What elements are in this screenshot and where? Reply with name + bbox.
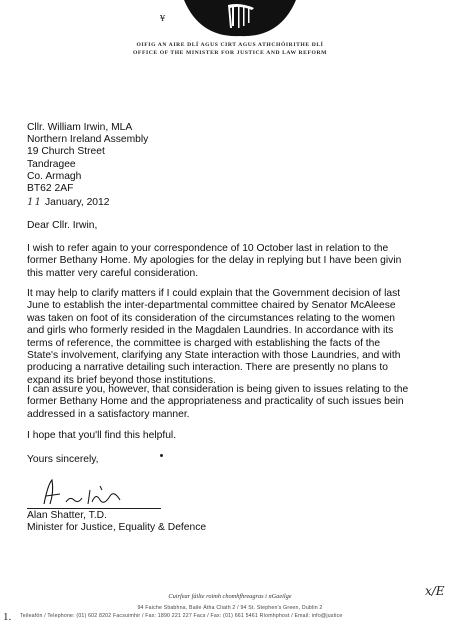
recipient-county: Co. Armagh — [27, 170, 82, 182]
closing: Yours sincerely, — [27, 454, 99, 465]
paragraph-3 — [27, 384, 460, 421]
footer-irish-line: Cuirfear fáilte roimh chomhfhreagras i nGaeilge — [168, 593, 292, 600]
paragraph-1 — [27, 243, 460, 280]
paragraph-line: I wish to refer again to your correspondence of 10 October last in relation to the — [27, 243, 389, 254]
recipient-address — [27, 122, 148, 195]
paragraph-line: I can assure you, however, that consideration is being given to issues relating to the — [27, 384, 409, 395]
signer-title: Minister for Justice, Equality & Defence — [27, 522, 207, 534]
paragraph-line: It may help to clarify matters if I could explain that the Government decision of last — [27, 288, 401, 299]
letter-date — [27, 196, 109, 209]
signer-name: Alan Shatter, T.D. — [27, 510, 107, 521]
paragraph-line: former Bethany Home. My apologies for the delay in replying but I have been givin — [27, 255, 402, 267]
paragraph-line: and girls who formerly resided in the Magdalen Laundries. In accordance with its — [27, 325, 394, 337]
recipient-postcode: BT62 2AF — [27, 183, 74, 195]
paragraph-line: this matter very careful consideration. — [27, 267, 199, 279]
paragraph-2 — [27, 288, 460, 387]
handwritten-signature — [30, 474, 170, 510]
paragraph-line: producing a narrative detailing such interaction. There are presently no plans to — [27, 362, 388, 374]
header-irish: OIFIG AN AIRE DLÍ AGUS CIRT AGUS ATHCHÓIRITHE DLÍ — [136, 42, 324, 48]
recipient-town: Tandragee — [27, 158, 76, 170]
harp-crest-icon — [180, 0, 300, 38]
signer-block — [27, 510, 206, 534]
date-rest: January, 2012 — [44, 197, 110, 208]
paragraph-line: terms of reference, the committee is charged with establishing the facts of the — [27, 337, 381, 349]
crest-mark: ¥ — [160, 14, 166, 23]
recipient-name: Cllr. William Irwin, MLA — [27, 122, 133, 133]
header-english: OFFICE OF THE MINISTER FOR JUSTICE AND LAW REFORM — [132, 50, 328, 56]
footer-contacts: Teileafón / Telephone: (01) 602 8202 Facsuimhir / Fax: 1890 221 227 Facs / Fax: (01) 661 5461 Ríomhphost / Email: info@justice — [20, 613, 343, 619]
paragraph-line: expand its brief beyond those institutions. — [27, 374, 216, 386]
ink-dot — [160, 454, 163, 457]
paragraph-line: State's involvement, clarifying any State interaction with those Laundries, and with — [27, 350, 401, 362]
paragraph-line: was taken on foot of its consideration of the circumstances relating to the women — [27, 312, 396, 324]
paragraph-4: I hope that you'll find this helpful. — [27, 430, 177, 441]
salutation: Dear Cllr. Irwin, — [27, 220, 98, 231]
signature-line — [27, 508, 161, 509]
recipient-org: Northern Ireland Assembly — [27, 134, 149, 146]
paragraph-line: former Bethany Home and the appropriateness and practicality of such issues bein — [27, 396, 404, 408]
date-day: 11 — [27, 196, 43, 208]
recipient-street: 19 Church Street — [27, 146, 105, 158]
paragraph-line: addressed in a satisfactory manner. — [27, 408, 190, 420]
page-number: 1. — [3, 611, 12, 623]
paragraph-line: June to establish the inter-departmental committee chaired by Senator McAleese — [27, 300, 396, 312]
footer-address: 94 Faiche Stiabhna, Baile Átha Cliath 2 / 94 St. Stephen's Green, Dublin 2 — [137, 605, 323, 611]
handwritten-page-mark: x/E — [425, 584, 445, 598]
